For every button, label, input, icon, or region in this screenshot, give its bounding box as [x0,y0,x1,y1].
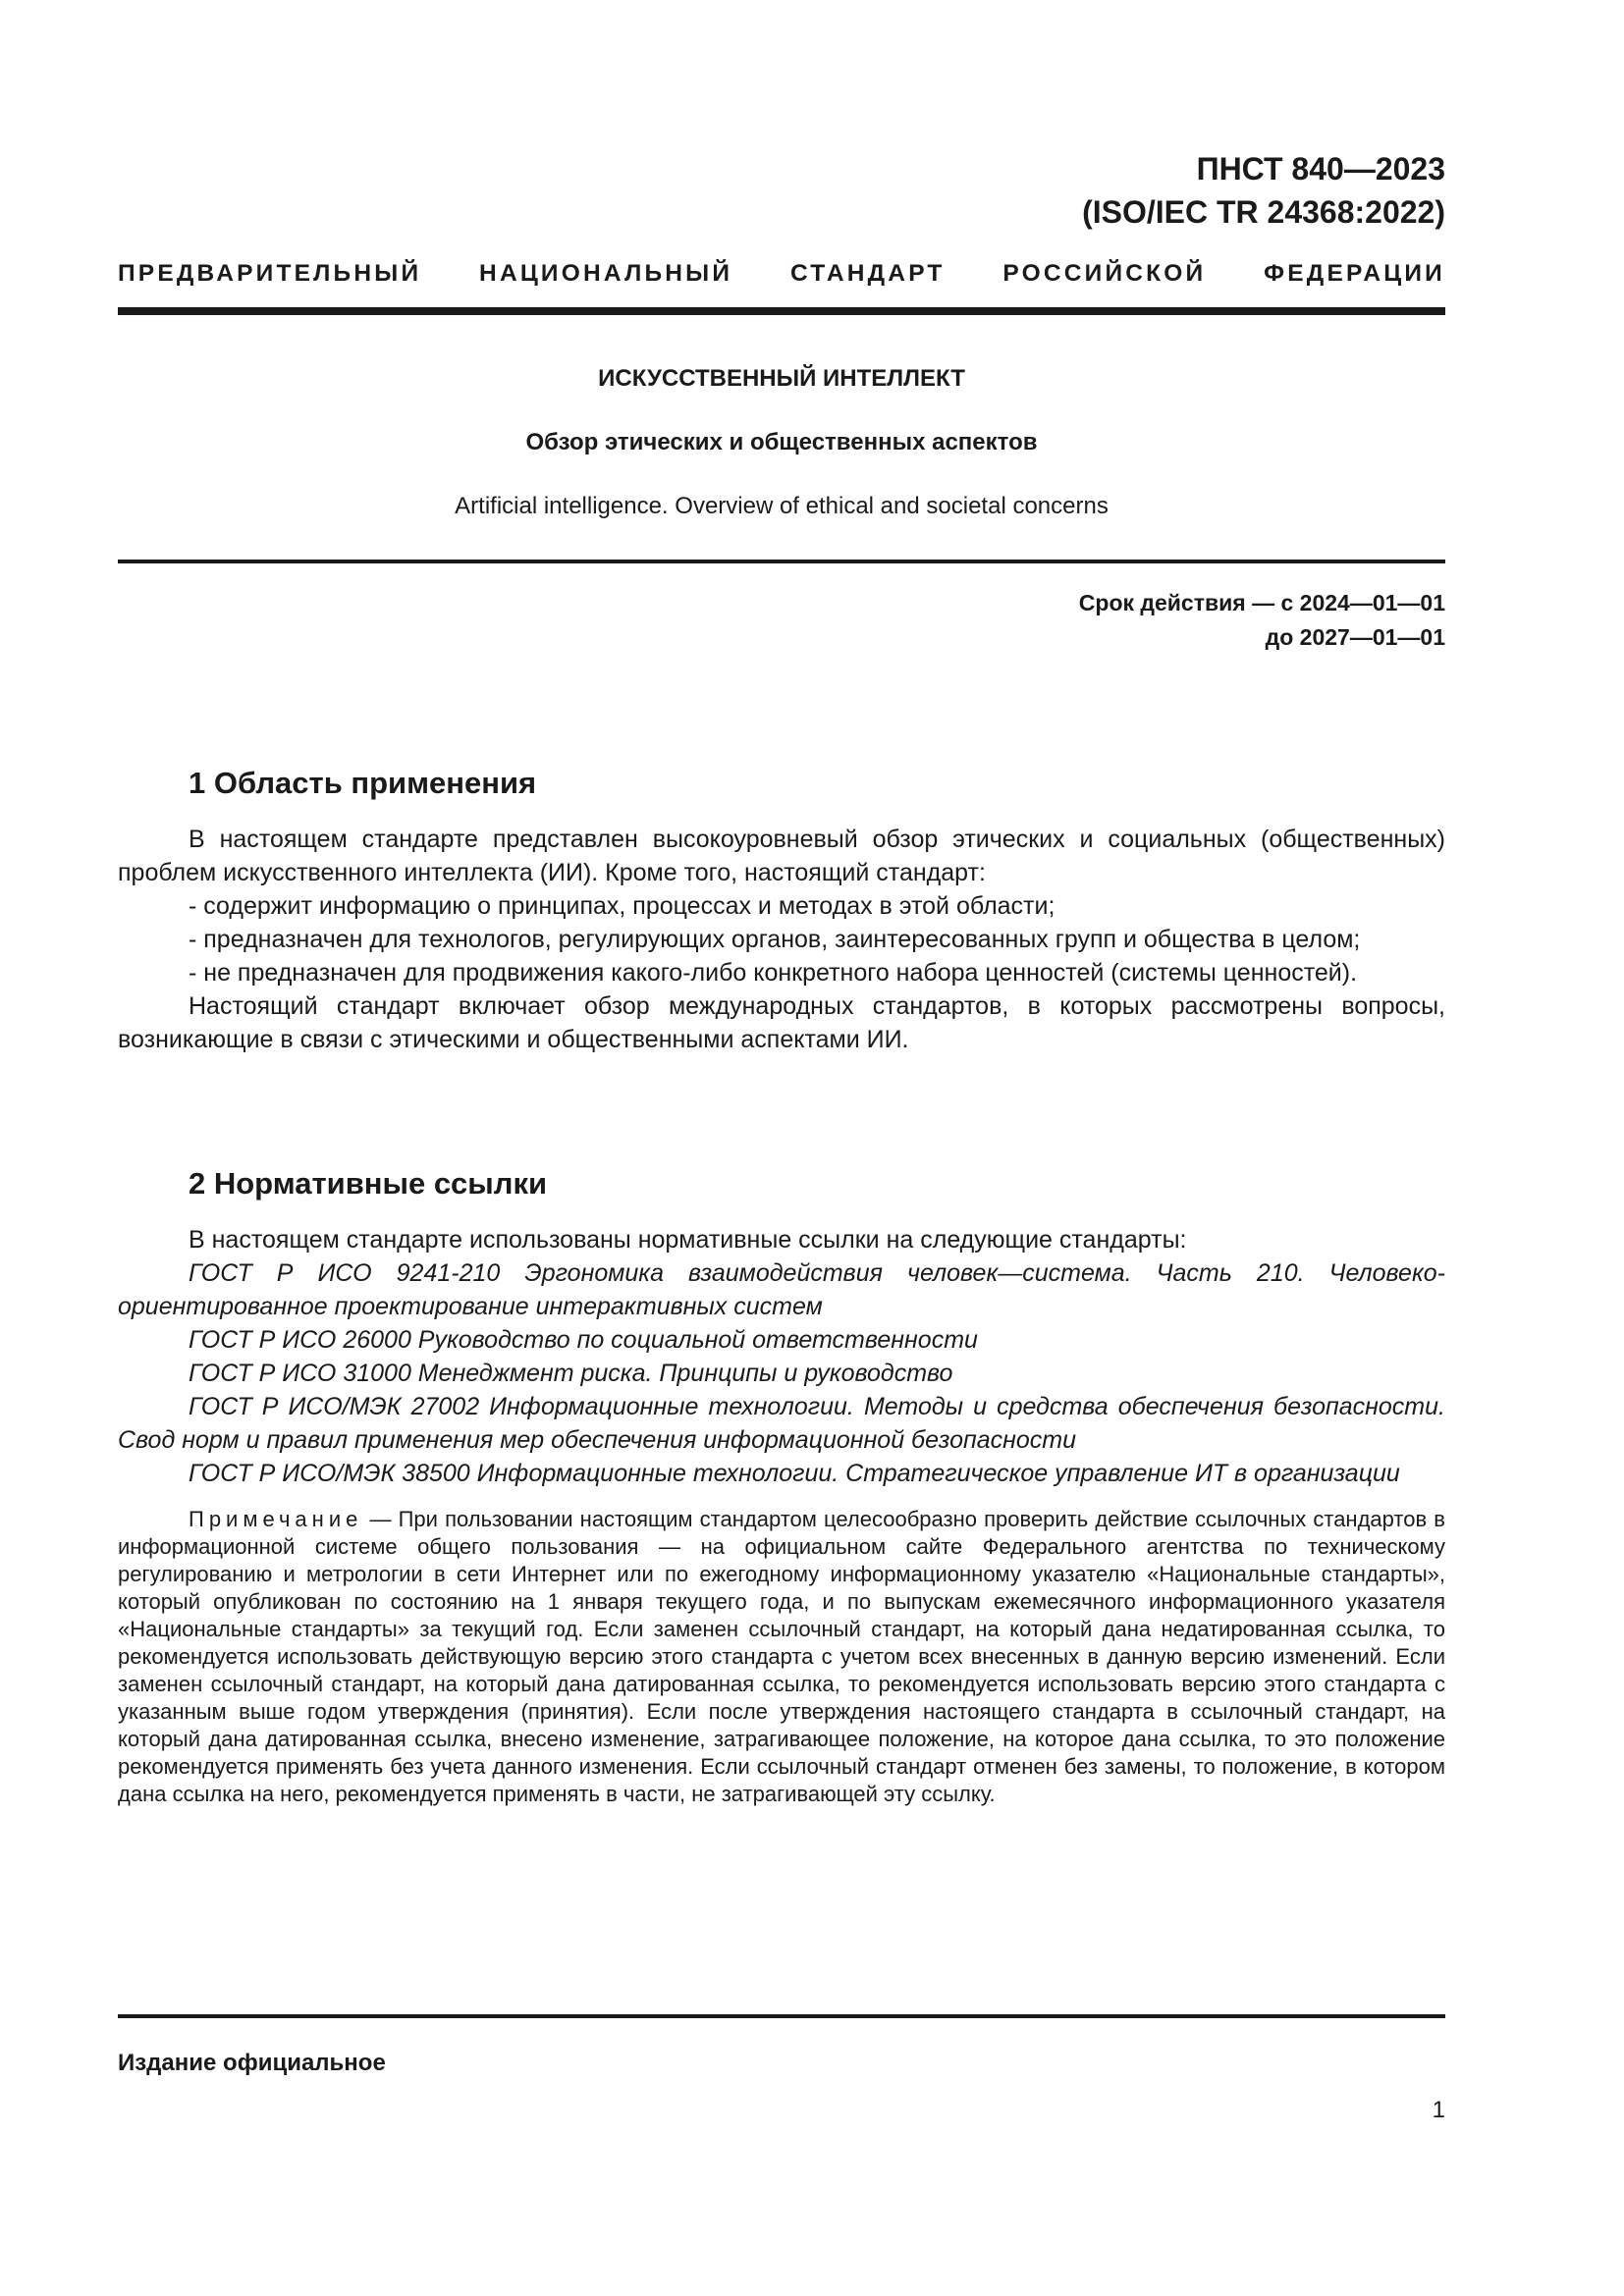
reference-item: ГОСТ Р ИСО/МЭК 38500 Информационные технологии. Стратегическое управление ИТ в организации [189,1460,1400,1487]
note [118,1506,1445,1808]
reference-item: ГОСТ Р ИСО 31000 Менеджмент риска. Принципы и руководство [189,1360,953,1387]
english-title: Artificial intelligence. Overview of ethical and societal concerns [455,493,1109,519]
list-item: - содержит информацию о принципах, процессах и методах в этой области; [189,892,1056,920]
iso-reference: (ISO/IEC TR 24368:2022) [1082,194,1445,230]
note-text: — При пользовании настоящим стандартом целесообразно проверить действие ссылочных стандартов в информационной системе общего пользования — на официальном сайте Федерального агентства по техническому регулированию и метрологии в сети Интернет или по ежегодному информационному указателю «Национальные стандарты», который опубликован по состоянию на 1 января текущего года, и по выпускам ежемесячного информационного указателя «Национальные стандарты» за текущий год. Если заменен ссылочный стандарт, на который дана недатированная ссылка, то рекомендуется использовать действующую версию этого стандарта с учетом всех внесенных в данную версию изменений. Если заменен ссылочный стандарт, на который дана датированная ссылка, то рекомендуется использовать версию этого стандарта с указанным выше годом утверждения (принятия). Если после утверждения настоящего стандарта в ссылочный стандарт, на который дана датированная ссылка, внесено изменение, затрагивающее положение, на которое дана ссылка, то это положение рекомендуется применять без учета данного изменения. Если ссылочный стандарт отменен без замены, то положение, в котором дана ссылка на него, рекомендуется применять в части, не затрагивающей эту ссылку. [118,1507,1445,1806]
official-edition-label: Издание официальное [118,2050,386,2076]
document-subtitle: Обзор этических и общественных аспектов [525,429,1038,455]
footer-divider [118,2014,1445,2018]
reference-item: ГОСТ Р ИСО 9241-210 Эргономика взаимодействия человек—система. Часть 210. Человеко-ориентированное проектирование интерактивных систем [118,1259,1445,1320]
paragraph: В настоящем стандарте использованы нормативные ссылки на следующие стандарты: [189,1226,1187,1254]
document-page [118,0,1445,2296]
validity-start: Срок действия — с 2024—01—01 [1078,590,1445,615]
title-divider [118,560,1445,563]
document-title: ИСКУССТВЕННЫЙ ИНТЕЛЛЕКТ [598,365,965,392]
page-number: 1 [1432,2097,1445,2123]
header-divider [118,307,1445,315]
section-heading: 2 Нормативные ссылки [189,1166,548,1201]
paragraph: Настоящий стандарт включает обзор международных стандартов, в которых рассмотрены вопросы, возникающие в связи с этическими и общественными аспектами ИИ. [118,992,1445,1053]
preliminary-standard-title: ПРЕДВАРИТЕЛЬНЫЙ НАЦИОНАЛЬНЫЙ СТАНДАРТ РОССИЙСКОЙ ФЕДЕРАЦИИ [118,260,1445,287]
note-label: Примечание [189,1507,363,1531]
reference-item: ГОСТ Р ИСО/МЭК 27002 Информационные технологии. Методы и средства обеспечения безопасности. Свод норм и правил применения мер обеспечения информационной безопасности [118,1393,1445,1454]
standard-designation [1082,147,1445,234]
paragraph: В настоящем стандарте представлен высокоуровневый обзор этических и социальных (общественных) проблем искусственного интеллекта (ИИ). Кроме того, настоящий стандарт: [118,826,1445,886]
standard-number: ПНСТ 840—2023 [1196,151,1445,187]
section-normative-references [118,1166,1445,1808]
list-item: - не предназначен для продвижения какого-либо конкретного набора ценностей (системы ценностей). [189,959,1358,987]
validity-end: до 2027—01—01 [1265,624,1445,650]
list-item: - предназначен для технологов, регулирующих органов, заинтересованных групп и общества в целом; [189,926,1361,953]
section-scope [118,766,1445,1056]
section-heading: 1 Область применения [189,766,537,800]
validity-period [1079,586,1445,655]
reference-item: ГОСТ Р ИСО 26000 Руководство по социальной ответственности [189,1326,978,1354]
